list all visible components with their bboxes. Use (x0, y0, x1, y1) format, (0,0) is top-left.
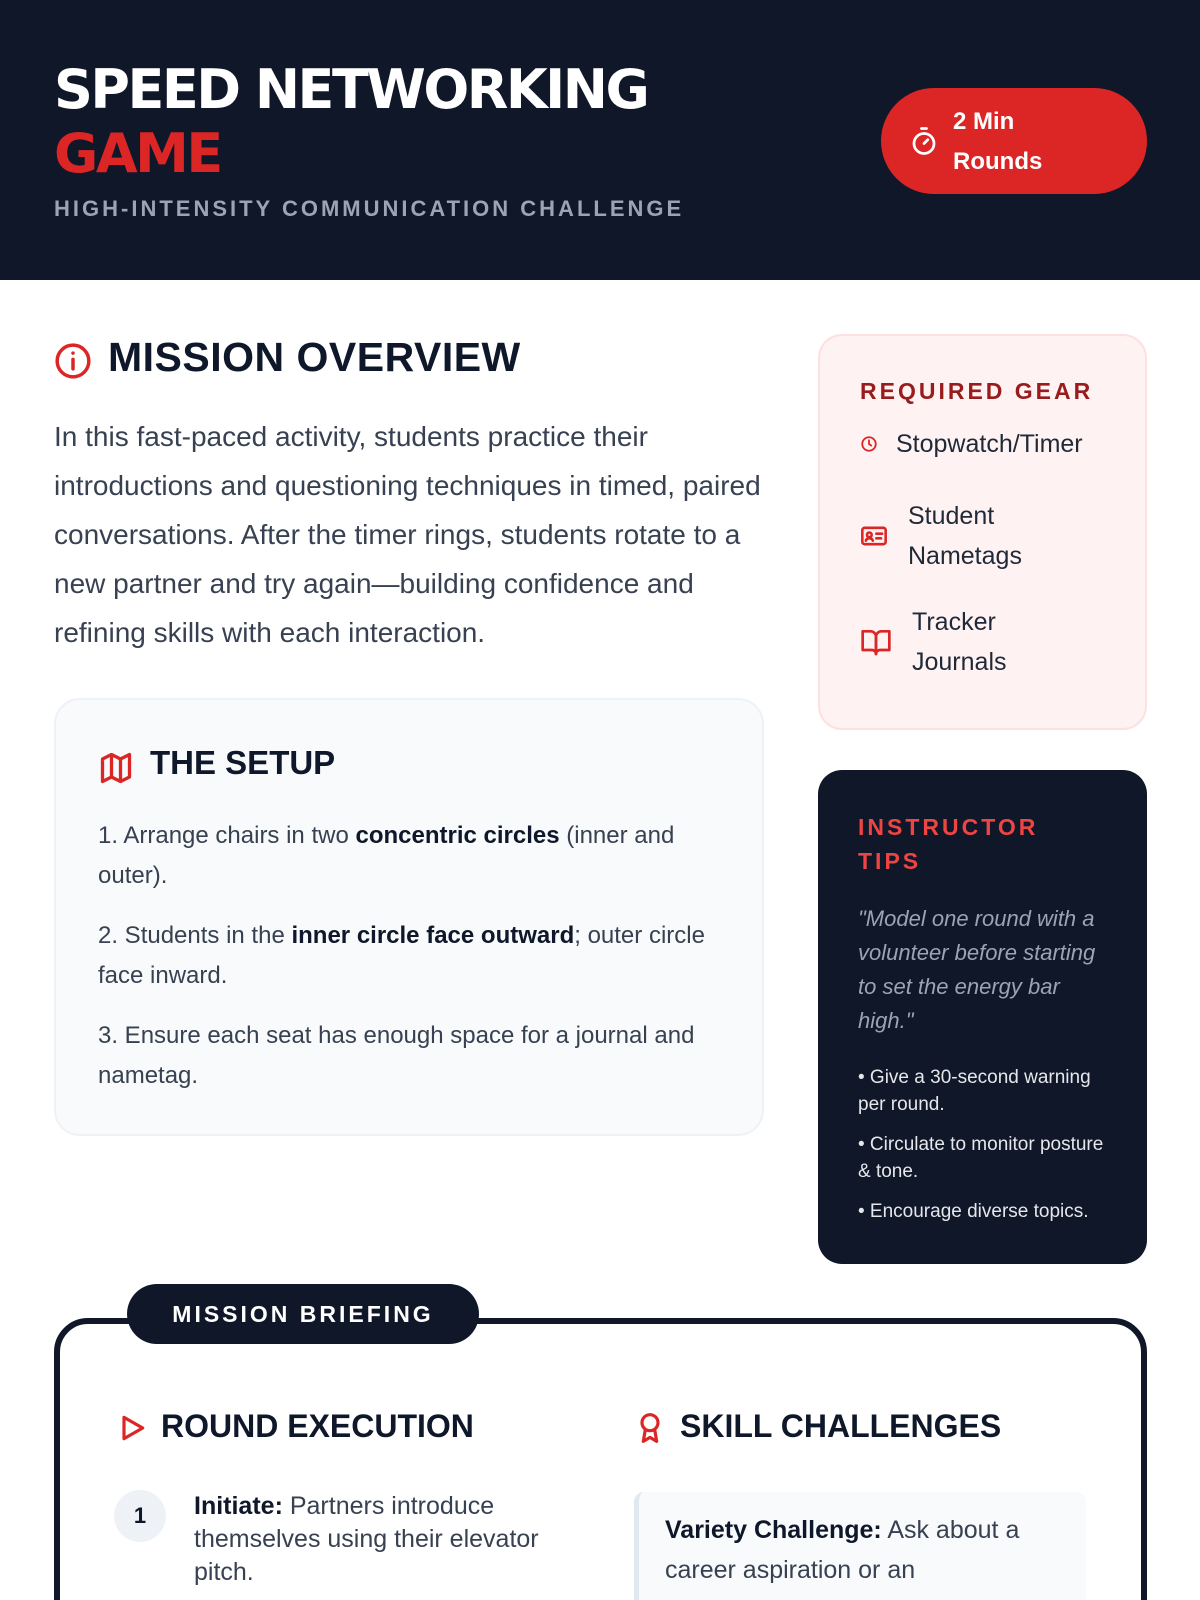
gear-title: REQUIRED GEAR (860, 378, 1094, 404)
setup-card (54, 698, 764, 1136)
tips-quote: "Model one round with a volunteer before starting to set the energy bar high." (858, 906, 1096, 1033)
gear-item (860, 424, 1083, 464)
skill-challenges-title: SKILL CHALLENGES (680, 1408, 1002, 1444)
tip-item: • Give a 30-second warning per round. (858, 1067, 1091, 1115)
setup-steps (98, 816, 718, 1116)
step-number-badge: 1 (114, 1490, 166, 1542)
tip-item: • Circulate to monitor posture & tone. (858, 1134, 1104, 1182)
gear-item-label: Tracker Journals (912, 608, 1007, 676)
page-title (54, 58, 647, 186)
skill-challenge-card (634, 1492, 1086, 1600)
badge-line-1: 2 Min (953, 108, 1015, 135)
clock-icon (860, 435, 878, 453)
gear-item-label: Stopwatch/Timer (896, 430, 1083, 458)
gear-item-label: Student Nametags (908, 502, 1022, 570)
round-step-text: Initiate: Partners introduce themselves using their elevator pitch. (194, 1492, 539, 1586)
setup-step: 1. Arrange chairs in two concentric circles (inner and outer). (98, 822, 675, 889)
title-line-1: SPEED NETWORKING (54, 58, 648, 121)
setup-step: 3. Ensure each seat has enough space for a journal and nametag. (98, 1022, 695, 1089)
badge-text (953, 102, 1133, 182)
setup-title: THE SETUP (150, 744, 336, 781)
gear-item (860, 602, 1052, 682)
tips-title: INSTRUCTOR TIPS (858, 814, 1039, 874)
stopwatch-icon (909, 126, 939, 156)
required-gear-card (818, 334, 1147, 730)
page-header (0, 0, 1200, 280)
overview-title: MISSION OVERVIEW (108, 334, 521, 380)
briefing-tab-label: MISSION BRIEFING (127, 1284, 479, 1344)
award-icon (634, 1412, 666, 1444)
gear-item (860, 496, 1058, 576)
tip-item: • Encourage diverse topics. (858, 1201, 1089, 1222)
tips-list (858, 1064, 1118, 1238)
overview-text: In this fast-paced activity, students practice their introductions and questioning techniques in timed, paired conversations. After the timer rings, students rotate to a new partner and try again—building confidence and refining skills with each interaction. (54, 421, 761, 648)
round-duration-badge (881, 88, 1147, 194)
setup-step: 2. Students in the inner circle face outward; outer circle face inward. (98, 922, 705, 989)
book-icon (860, 626, 892, 658)
skill-challenge-text: Variety Challenge: Ask about a career aspiration or an (665, 1516, 1020, 1584)
map-icon (98, 750, 134, 786)
page-subtitle: HIGH-INTENSITY COMMUNICATION CHALLENGE (54, 196, 685, 221)
instructor-tips-card (818, 770, 1147, 1264)
id-card-icon (860, 522, 888, 550)
play-icon (116, 1412, 148, 1444)
title-line-2: GAME (54, 122, 221, 185)
round-execution-title: ROUND EXECUTION (161, 1408, 474, 1444)
badge-line-2: Rounds (953, 148, 1043, 175)
info-icon (54, 342, 92, 380)
